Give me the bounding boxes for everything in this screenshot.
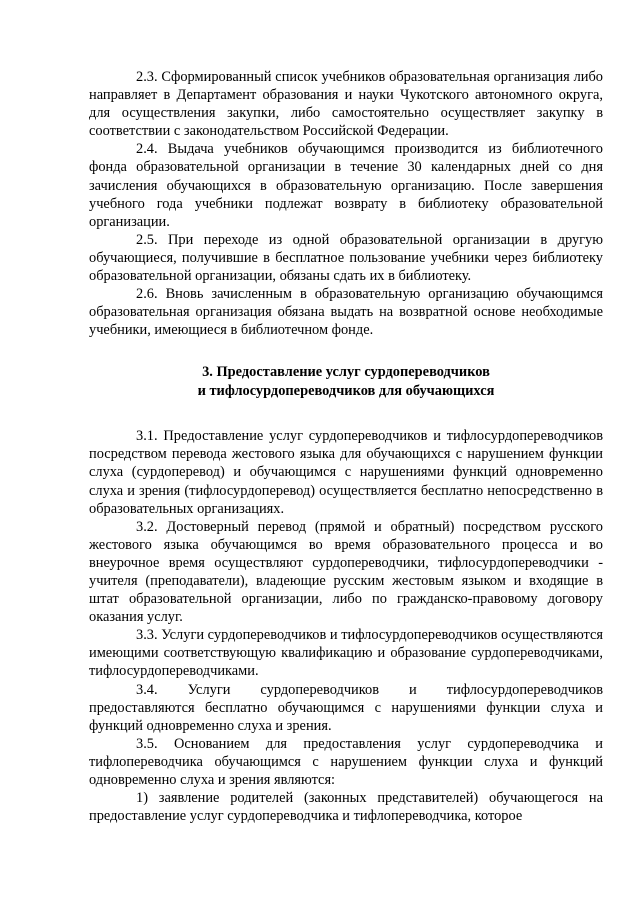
section-3-heading <box>89 363 603 400</box>
paragraph-2-3: 2.3. Сформированный список учебников образовательная организация либо направляет в Департамент образования и науки Чукотского автономного округа, для осуществления закупки, либо самостоятельно осуществляет закупку в соответствии с законодательством Российской Федерации. <box>89 69 603 140</box>
paragraph-3-5: 3.5. Основанием для предоставления услуг сурдопереводчика и тифлопереводчика обучающимся с нарушением функции слуха и функций одновременно слуха и зрения являются: <box>89 735 603 788</box>
paragraph-3-2: 3.2. Достоверный перевод (прямой и обратный) посредством русского жестового языка обучающимся во время образовательного процесса и во внеурочное время осуществляют сурдопереводчики, тифлосурдопереводчики - учителя (преподаватели), владеющие русским жестовым языком и входящие в штат образовательной организации, либо по гражданско-правовому договору оказания услуг. <box>89 518 603 626</box>
document-page <box>89 68 603 825</box>
paragraph-2-5: 2.5. При переходе из одной образовательной организации в другую обучающиеся, получившие в бесплатное пользование учебники через библиотеку образовательной организации, обязаны сдать их в библиотеку. <box>89 231 603 285</box>
paragraph-3-5-item-1: 1) заявление родителей (законных представителей) обучающегося на предоставление услуг сурдопереводчика и тифлопереводчика, которое <box>89 790 603 825</box>
section-3-heading-line-2: и тифлосурдопереводчиков для обучающихся <box>197 382 495 399</box>
paragraph-3-4: 3.4. Услуги сурдопереводчиков и тифлосурдопереводчиков предоставляются бесплатно обучающимся с нарушениями функции слуха и функций одновременно слуха и зрения. <box>89 681 603 734</box>
paragraph-3-1: 3.1. Предоставление услуг сурдопереводчиков и тифлосурдопереводчиков посредством перевода жестового языка для обучающихся с нарушением функции слуха (сурдоперевод) и обучающимся с нарушениями функций одновременно слуха и зрения (тифлосурдоперевод) осуществляется бесплатно непосредственно в образовательных организациях. <box>89 428 603 517</box>
paragraph-2-4: 2.4. Выдача учебников обучающимся производится из библиотечного фонда образовательной организации в течение 30 календарных дней со дня зачисления обучающихся в образовательную организацию. После завершения учебного года учебники подлежат возврату в библиотеку образовательной организации. <box>89 141 603 230</box>
paragraph-3-3: 3.3. Услуги сурдопереводчиков и тифлосурдопереводчиков осуществляются имеющими соответствующую квалификацию и образование сурдопереводчиками, тифлосурдопереводчиками. <box>89 627 603 680</box>
section-3-heading-line-1: 3. Предоставление услуг сурдопереводчиков <box>202 364 490 381</box>
paragraph-2-6: 2.6. Вновь зачисленным в образовательную организацию обучающимся образовательная организация обязана выдать на возвратной основе необходимые учебники, имеющиеся в библиотечном фонде. <box>89 286 603 339</box>
